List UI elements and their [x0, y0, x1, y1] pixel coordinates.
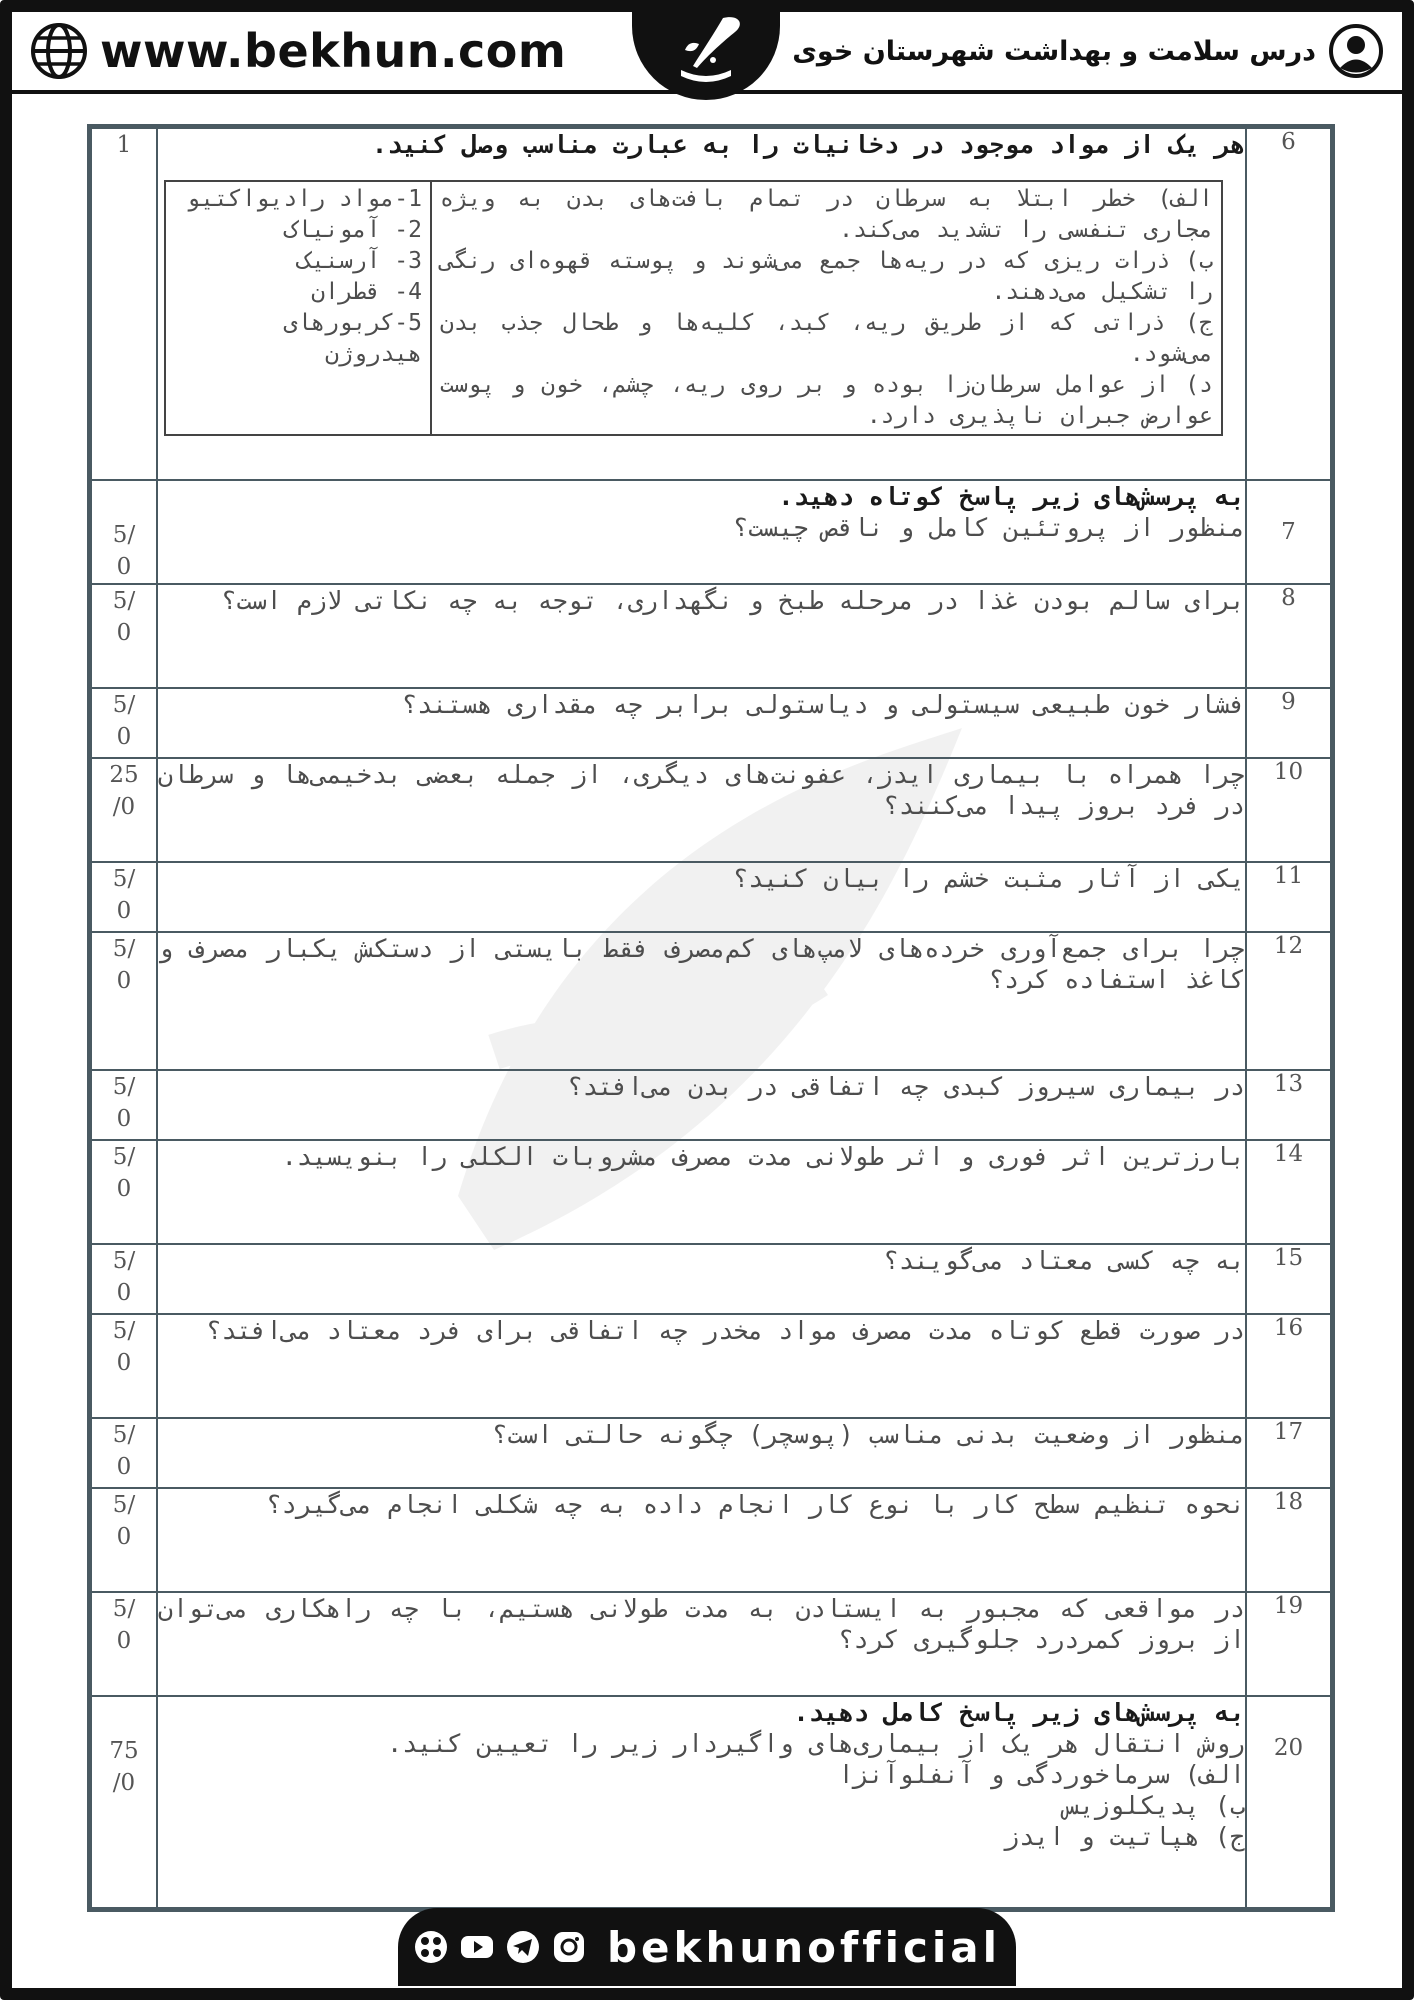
question-score: /5 0 — [91, 1418, 157, 1488]
question-number: 7 — [1246, 480, 1331, 584]
question-score: 1 — [91, 128, 157, 480]
question-number: 16 — [1246, 1314, 1331, 1418]
question-row — [91, 688, 1331, 758]
question-score: 75 0/ — [91, 1696, 157, 1908]
exam-sheet — [87, 124, 1335, 1912]
option-item: 3- آرسنیک — [297, 248, 422, 274]
question-title: هر یک از مواد موجود در دخانیات را به عبارت مناسب وصل کنید. — [372, 130, 1245, 159]
section-heading: به پرسش‌های زیر پاسخ کوتاه دهید. — [778, 482, 1245, 511]
aparat-icon[interactable] — [413, 1929, 449, 1965]
question-number: 11 — [1246, 862, 1331, 932]
question-number: 9 — [1246, 688, 1331, 758]
question-row — [91, 1488, 1331, 1592]
question-row — [91, 1244, 1331, 1314]
question-row — [91, 1418, 1331, 1488]
question-number: 14 — [1246, 1140, 1331, 1244]
question-row — [91, 1314, 1331, 1418]
question-text: در صورت قطع کوتاه مدت مصرف مواد مخدر چه اتفاقی برای فرد معتاد می‌افتد؟ — [157, 1314, 1246, 1418]
question-score: /5 0 — [91, 584, 157, 688]
option-item: 4- قطران — [311, 279, 422, 305]
question-row — [91, 932, 1331, 1070]
question-score: /5 0 — [91, 688, 157, 758]
question-number: 13 — [1246, 1070, 1331, 1140]
question-text: منظور از پروتئین کامل و ناقص چیست؟ — [733, 513, 1245, 542]
question-number: 17 — [1246, 1418, 1331, 1488]
question-score: /5 0 — [91, 1244, 157, 1314]
youtube-icon[interactable] — [459, 1929, 495, 1965]
question-row — [91, 862, 1331, 932]
question-number: 15 — [1246, 1244, 1331, 1314]
question-text: فشار خون طبیعی سیستولی و دیاستولی برابر چه مقداری هستند؟ — [157, 688, 1246, 758]
question-text: در مواقعی که مجبور به ایستادن به مدت طولانی هستیم، با چه راهکاری می‌توان از بروز کمردرد جلوگیری کرد؟ — [157, 1592, 1246, 1696]
question-score: /5 0 — [91, 1592, 157, 1696]
question-score: /5 0 — [91, 480, 157, 584]
question-number: 6 — [1246, 128, 1331, 480]
question-body — [157, 128, 1246, 480]
question-text: چرا برای جمع‌آوری خرده‌های لامپ‌های کم‌مصرف فقط بایستی از دستکش یکبار مصرف و کاغذ استفاده کرد؟ — [157, 932, 1246, 1070]
question-number: 20 — [1246, 1696, 1331, 1908]
matching-box — [164, 180, 1223, 436]
question-body — [157, 1696, 1246, 1908]
user-avatar-icon — [1328, 23, 1384, 79]
question-score: /5 0 — [91, 1070, 157, 1140]
question-row — [91, 1140, 1331, 1244]
question-score: /5 0 — [91, 1314, 157, 1418]
question-row — [91, 480, 1331, 584]
option-item: 1-مواد رادیواکتیو — [186, 186, 422, 212]
website-link[interactable] — [30, 22, 566, 80]
question-text: نحوه تنظیم سطح کار با نوع کار انجام داده به چه شکلی انجام می‌گیرد؟ — [157, 1488, 1246, 1592]
questions-table — [90, 127, 1332, 1909]
question-text: یکی از آثار مثبت خشم را بیان کنید؟ — [157, 862, 1246, 932]
question-row — [91, 1070, 1331, 1140]
question-row — [91, 1592, 1331, 1696]
course-title: درس سلامت و بهداشت شهرستان خوی — [792, 35, 1316, 67]
social-handle[interactable]: bekhunofficial — [606, 1922, 1001, 1972]
page-footer — [398, 1908, 1016, 1986]
course-info — [792, 22, 1384, 80]
question-number: 19 — [1246, 1592, 1331, 1696]
question-text: چرا همراه با بیماری ایدز، عفونت‌های دیگری، از جمله بعضی بدخیمی‌ها و سرطان در فرد بروز پیدا می‌کنند؟ — [157, 758, 1246, 862]
question-score: /5 0 — [91, 862, 157, 932]
question-row — [91, 584, 1331, 688]
description-item: ج) ذراتی که از طریق ریه، کبد، کلیه‌ها و طحال جذب بدن می‌شود. — [440, 310, 1213, 367]
question-number: 8 — [1246, 584, 1331, 688]
description-item: الف) خطر ابتلا به سرطان در تمام بافت‌های بدن به ویژه مجاری تنفسی را تشدید می‌کند. — [440, 186, 1213, 243]
page-header — [12, 12, 1402, 94]
website-url[interactable]: www.bekhun.com — [100, 24, 567, 78]
option-item: 2- آمونیاک — [283, 217, 422, 243]
question-text: بارزترین اثر فوری و اثر طولانی مدت مصرف مشروبات الکلی را بنویسید. — [157, 1140, 1246, 1244]
instagram-icon[interactable] — [551, 1929, 587, 1965]
question-body — [157, 480, 1246, 584]
question-text: روش انتقال هر یک از بیماری‌های واگیردار زیر را تعیین کنید. — [387, 1729, 1245, 1758]
question-row — [91, 1696, 1331, 1908]
section-heading: به پرسش‌های زیر پاسخ کامل دهید. — [793, 1698, 1245, 1727]
option-item: 5-کربورهای هیدروژن — [283, 310, 422, 367]
description-item: ب) ذرات ریزی که در ریه‌ها جمع می‌شوند و پوسته قهوه‌ای رنگی را تشکیل می‌دهند. — [440, 248, 1213, 305]
question-number: 18 — [1246, 1488, 1331, 1592]
description-item: د) از عوامل سرطان‌زا بوده و بر روی ریه، چشم، خون و پوست عوارض جبران ناپذیری دارد. — [440, 372, 1213, 429]
sub-item: ج) هپاتیت و ایدز — [1004, 1822, 1245, 1851]
question-row — [91, 128, 1331, 480]
question-number: 10 — [1246, 758, 1331, 862]
brand-logo — [632, 0, 780, 100]
telegram-icon[interactable] — [505, 1929, 541, 1965]
sub-item: ب) پدیکلوزیس — [1064, 1791, 1245, 1820]
question-text: در بیماری سیروز کبدی چه اتفاقی در بدن می‌افتد؟ — [157, 1070, 1246, 1140]
matching-descriptions — [430, 182, 1221, 434]
question-text: به چه کسی معتاد می‌گویند؟ — [157, 1244, 1246, 1314]
question-score: /5 0 — [91, 1488, 157, 1592]
question-score: 25 0/ — [91, 758, 157, 862]
globe-icon — [30, 22, 88, 80]
question-score: /5 0 — [91, 1140, 157, 1244]
quill-book-icon — [661, 10, 751, 90]
matching-options — [166, 182, 430, 434]
question-row — [91, 758, 1331, 862]
question-text: منظور از وضعیت بدنی مناسب (پوسچر) چگونه حالتی است؟ — [157, 1418, 1246, 1488]
question-score: /5 0 — [91, 932, 157, 1070]
question-number: 12 — [1246, 932, 1331, 1070]
sub-item: الف) سرماخوردگی و آنفلوآنزا — [838, 1760, 1245, 1789]
question-text: برای سالم بودن غذا در مرحله طبخ و نگهداری، توجه به چه نکاتی لازم است؟ — [157, 584, 1246, 688]
